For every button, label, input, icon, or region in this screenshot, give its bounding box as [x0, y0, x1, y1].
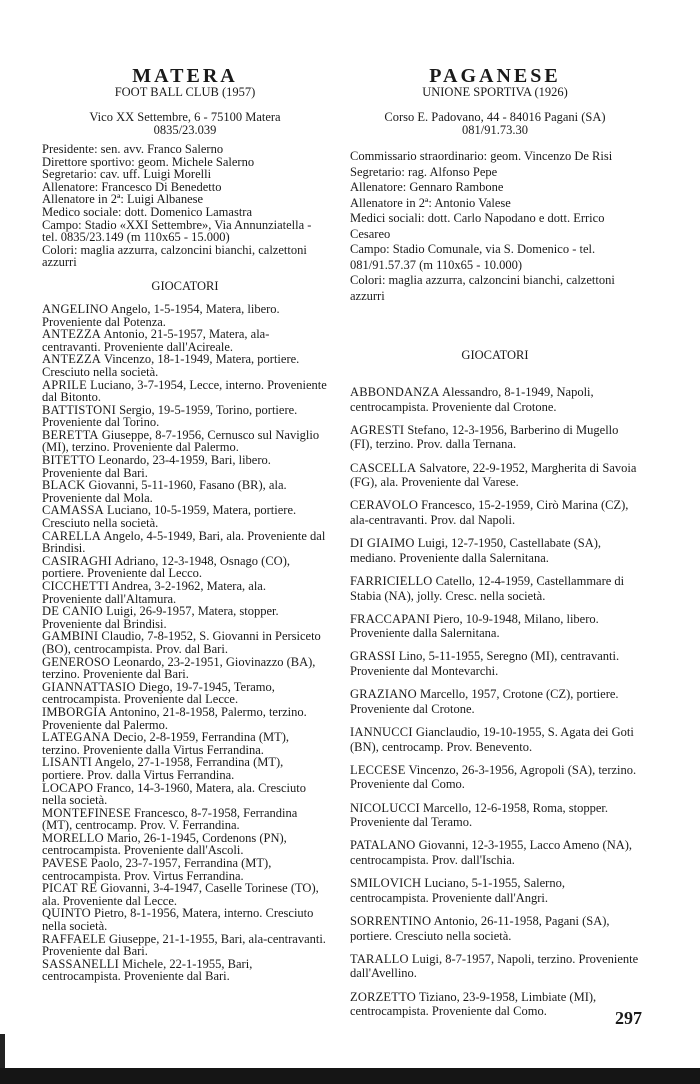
player-details: Antonio, 21-5-1957, Matera, ala-centravanti. Proveniente dall'Acireale.	[42, 327, 270, 354]
player-surname: ZORZETTO	[350, 989, 416, 1004]
player-entry	[350, 687, 640, 716]
club-info	[350, 149, 640, 304]
player-entry	[42, 530, 328, 555]
phone-line: 0835/23.039	[153, 123, 217, 137]
player-surname: PICAT RE	[42, 881, 98, 896]
player-details: Francesco, 8-7-1958, Ferrandina (MT), centrocamp. Prov. V. Ferrandina.	[42, 805, 298, 833]
info-assistant-coach: Allenatore in 2ª: Luigi Albanese	[42, 192, 204, 207]
player-details: Piero, 10-9-1948, Milano, libero. Proveniente dalla Salernitana.	[350, 611, 599, 641]
player-surname: CASIRAGHI	[42, 553, 112, 568]
player-surname: CAMASSA	[42, 503, 104, 518]
player-details: Catello, 12-4-1959, Castellammare di Stabia (NA), jolly. Cresc. nella società.	[350, 573, 625, 603]
player-details: Diego, 19-7-1945, Teramo, centrocampista. Proveniente dal Lecce.	[42, 679, 275, 707]
player-surname: IANNUCCI	[350, 725, 413, 740]
player-entry	[350, 763, 640, 792]
club-subtitle: FOOT BALL CLUB (1957)	[114, 85, 256, 99]
player-surname: MORELLO	[42, 830, 104, 845]
player-details: Leonardo, 23-4-1959, Bari, libero. Proveniente dal Bari.	[42, 453, 271, 480]
player-details: Marcello, 1957, Crotone (CZ), portiere. Proveniente dal Crotone.	[350, 687, 619, 716]
info-doctors: Medici sociali: dott. Carlo Napodano e dott. Errico Cesareo	[350, 211, 605, 241]
player-entry	[42, 681, 328, 706]
info-president: Presidente: sen. avv. Franco Salerno	[42, 142, 224, 156]
player-details: Francesco, 15-2-1959, Cirò Marina (CZ), ala-centravanti. Prov. dal Napoli.	[350, 498, 629, 527]
player-surname: CASCELLA	[350, 460, 417, 475]
info-stadium: Campo: Stadio «XXI Settembre», Via Annunziatella - tel. 0835/23.149 (m 110x65 - 15.000)	[42, 217, 312, 245]
player-surname: SASSANELLI	[42, 956, 120, 971]
player-details: Luciano, 3-7-1954, Lecce, interno. Proveniente dal Bitonto.	[42, 377, 327, 405]
player-entry	[42, 857, 328, 882]
player-surname: ANGELINO	[42, 301, 109, 316]
player-entry	[42, 479, 328, 504]
player-details: Giovanni, 5-11-1960, Fasano (BR), ala. Proveniente dal Mola.	[42, 478, 287, 505]
player-surname: SMILOVICH	[350, 876, 422, 891]
club-name: MATERA	[132, 65, 238, 87]
player-entry	[350, 952, 640, 981]
club-subtitle: UNIONE SPORTIVA (1926)	[422, 85, 568, 99]
info-coach: Allenatore: Francesco Di Benedetto	[42, 179, 222, 194]
player-entry	[42, 555, 328, 580]
player-entry	[42, 429, 328, 454]
player-details: Vincenzo, 26-3-1956, Agropoli (SA), terzino. Proveniente dal Como.	[350, 762, 637, 792]
info-secretary: Segretario: cav. uff. Luigi Morelli	[42, 167, 212, 182]
player-entry	[42, 504, 328, 529]
player-surname: PATALANO	[350, 838, 416, 853]
player-details: Luciano, 10-5-1959, Matera, portiere. Cresciuto nella società.	[42, 503, 297, 531]
phone-line: 081/91.73.30	[462, 123, 528, 137]
player-entry	[42, 907, 328, 932]
player-surname: ANTEZZA	[42, 352, 102, 367]
player-entry	[350, 536, 640, 565]
player-entry	[42, 832, 328, 857]
player-details: Giuseppe, 21-1-1955, Bari, ala-centravanti. Proveniente dal Bari.	[42, 931, 326, 959]
player-details: Giovanni, 3-4-1947, Caselle Torinese (TO), ala. Proveniente dal Lecce.	[42, 881, 319, 908]
info-doctor: Medico sociale: dott. Domenico Lamastra	[42, 204, 253, 219]
player-entry	[350, 423, 640, 452]
player-entry	[350, 801, 640, 830]
player-details: Luciano, 5-1-1955, Salerno, centrocampista. Proveniente dall'Angri.	[350, 876, 565, 905]
player-entry	[42, 353, 328, 378]
player-details: Andrea, 3-2-1962, Matera, ala. Proveniente dall'Altamura.	[42, 579, 266, 606]
player-entry	[42, 404, 328, 429]
player-details: Michele, 22-1-1955, Bari, centrocampista. Proveniente dal Bari.	[42, 956, 253, 984]
address-line: Corso E. Padovano, 44 - 84016 Pagani (SA)	[384, 110, 606, 124]
player-entry	[42, 706, 328, 731]
player-surname: LATEGANA	[42, 730, 111, 745]
player-surname: LECCESE	[350, 762, 406, 777]
player-details: Adriano, 12-3-1948, Osnago (CO), portiere. Proveniente dal Lecco.	[42, 553, 290, 581]
player-details: Tiziano, 23-9-1958, Limbiate (MI), centrocampista. Proveniente dal Como.	[350, 989, 597, 1019]
player-surname: NICOLUCCI	[350, 800, 420, 815]
player-details: Angelo, 1-5-1954, Matera, libero. Proveniente dal Potenza.	[42, 301, 280, 329]
player-list	[42, 303, 328, 983]
player-surname: BATTISTONI	[42, 402, 116, 417]
player-entry	[350, 838, 640, 867]
player-entry	[350, 461, 640, 490]
info-stadium: Campo: Stadio Comunale, via S. Domenico - tel. 081/91.57.37 (m 110x65 - 10.000)	[350, 242, 596, 272]
player-entry	[350, 990, 640, 1019]
player-entry	[42, 303, 328, 328]
player-details: Sergio, 19-5-1959, Torino, portiere. Proveniente dal Torino.	[42, 402, 298, 430]
player-surname: BITETTO	[42, 453, 96, 468]
player-surname: ANTEZZA	[42, 327, 102, 342]
paganese-column	[350, 66, 640, 1027]
player-entry	[42, 933, 328, 958]
player-surname: DI GIAIMO	[350, 536, 415, 551]
player-details: Luigi, 26-9-1957, Matera, stopper. Proveniente dal Brindisi.	[42, 604, 279, 631]
player-surname: BLACK	[42, 478, 86, 493]
player-entry	[350, 914, 640, 943]
scan-bottom-band	[0, 1068, 700, 1084]
player-surname: GENEROSO	[42, 654, 111, 669]
player-details: Leonardo, 23-2-1951, Giovinazzo (BA), terzino. Proveniente dal Bari.	[42, 654, 316, 682]
player-entry	[42, 807, 328, 832]
address-line: Vico XX Settembre, 6 - 75100 Matera	[89, 110, 281, 124]
player-entry	[350, 725, 640, 754]
player-surname: CARELLA	[42, 528, 102, 543]
player-surname: GIANNATTASIO	[42, 679, 136, 694]
player-entry	[42, 379, 328, 404]
club-address	[350, 111, 640, 137]
player-details: Salvatore, 22-9-1952, Margherita di Savoia (FG), ala. Proveniente dal Varese.	[350, 460, 637, 490]
player-details: Marcello, 12-6-1958, Roma, stopper. Proveniente dal Teramo.	[350, 800, 609, 830]
player-surname: DE CANIO	[42, 604, 103, 619]
section-title: GIOCATORI	[151, 278, 219, 293]
info-colors: Colori: maglia azzurra, calzoncini bianchi, calzettoni azzurri	[42, 242, 307, 270]
player-details: Pietro, 8-1-1956, Matera, interno. Cresciuto nella società.	[42, 906, 314, 934]
player-entry	[42, 454, 328, 479]
matera-column	[42, 66, 328, 983]
player-surname: TARALLO	[350, 951, 409, 966]
player-entry	[42, 782, 328, 807]
player-entry	[350, 498, 640, 527]
player-surname: APRILE	[42, 377, 87, 392]
player-list	[350, 385, 640, 1019]
player-details: Luigi, 8-7-1957, Napoli, terzino. Proveniente dall'Avellino.	[350, 951, 639, 981]
club-name: PAGANESE	[429, 65, 561, 87]
info-assistant-coach: Allenatore in 2ª: Antonio Valese	[350, 195, 511, 210]
player-details: Gianclaudio, 19-10-1955, S. Agata dei Goti (BN), centrocamp. Prov. Benevento.	[350, 725, 634, 754]
player-surname: FARRICIELLO	[350, 573, 433, 588]
player-details: Decio, 2-8-1959, Ferrandina (MT), terzino. Proveniente dalla Virtus Ferrandina.	[42, 730, 290, 757]
player-details: Angelo, 4-5-1949, Bari, ala. Proveniente dal Brindisi.	[42, 528, 326, 556]
info-director: Direttore sportivo: geom. Michele Salerno	[42, 154, 255, 169]
player-surname: ABBONDANZA	[350, 385, 440, 399]
info-commissioner: Commissario straordinario: geom. Vincenzo De Risi	[350, 149, 613, 163]
player-surname: IMBORGIA	[42, 704, 107, 719]
player-surname: LISANTI	[42, 755, 93, 770]
player-details: Lino, 5-11-1955, Seregno (MI), centravanti. Proveniente dal Montevarchi.	[350, 649, 620, 679]
info-coach: Allenatore: Gennaro Rambone	[350, 180, 504, 194]
player-surname: AGRESTI	[350, 422, 405, 437]
player-entry	[42, 328, 328, 353]
player-surname: GAMBINI	[42, 629, 99, 644]
player-surname: CERAVOLO	[350, 498, 419, 513]
player-details: Angelo, 27-1-1958, Ferrandina (MT), portiere. Prov. dalla Virtus Ferrandina.	[42, 755, 284, 782]
player-details: Giuseppe, 8-7-1956, Cernusco sul Naviglio (MI), terzino. Proveniente dal Palermo.	[42, 427, 320, 455]
player-entry	[42, 731, 328, 756]
player-entry	[350, 612, 640, 641]
info-secretary: Segretario: rag. Alfonso Pepe	[350, 164, 498, 179]
page-number: 297	[615, 1008, 642, 1028]
player-surname: MONTEFINESE	[42, 805, 132, 820]
player-details: Claudio, 7-8-1952, S. Giovanni in Persiceto (BO), centrocampista. Prov. dal Bari.	[42, 629, 321, 656]
player-entry	[42, 580, 328, 605]
player-details: Paolo, 23-7-1957, Ferrandina (MT), centrocampista. Prov. Virtus Ferrandina.	[42, 856, 272, 883]
club-info	[42, 143, 328, 269]
player-surname: CICCHETTI	[42, 579, 110, 593]
player-entry	[42, 630, 328, 655]
player-entry	[350, 876, 640, 905]
player-surname: BERETTA	[42, 427, 99, 442]
player-details: Franco, 14-3-1960, Matera, ala. Cresciuto nella società.	[42, 780, 306, 808]
player-entry	[350, 649, 640, 678]
player-entry	[42, 958, 328, 983]
info-colors: Colori: maglia azzurra, calzoncini bianchi, calzettoni azzurri	[350, 273, 615, 303]
player-details: Antonio, 26-11-1958, Pagani (SA), portiere. Cresciuto nella società.	[350, 913, 610, 943]
player-entry	[42, 656, 328, 681]
player-entry	[350, 385, 640, 414]
player-surname: LOCAPO	[42, 780, 94, 795]
club-address	[42, 111, 328, 137]
player-surname: SORRENTINO	[350, 913, 432, 928]
player-surname: GRAZIANO	[350, 687, 417, 702]
player-entry	[42, 882, 328, 907]
player-surname: QUINTO	[42, 906, 91, 921]
player-surname: GRASSI	[350, 649, 396, 664]
player-surname: RAFFAELE	[42, 931, 106, 946]
player-entry	[42, 605, 328, 630]
section-title: GIOCATORI	[461, 348, 529, 362]
player-entry	[350, 574, 640, 603]
player-surname: PAVESE	[42, 856, 88, 871]
player-details: Vincenzo, 18-1-1949, Matera, portiere. Cresciuto nella società.	[42, 352, 300, 379]
player-surname: FRACCAPANI	[350, 611, 431, 626]
player-details: Mario, 26-1-1945, Cordenons (PN), centrocampista. Proveniente dall'Ascoli.	[42, 830, 287, 858]
player-details: Giovanni, 12-3-1955, Lacco Ameno (NA), centrocampista. Prov. dall'Ischia.	[350, 838, 633, 867]
player-entry	[42, 756, 328, 781]
player-details: Luigi, 12-7-1950, Castellabate (SA), mediano. Proveniente dalla Salernitana.	[350, 536, 602, 565]
player-details: Alessandro, 8-1-1949, Napoli, centrocampista. Proveniente dal Crotone.	[350, 385, 594, 414]
player-details: Stefano, 12-3-1956, Barberino di Mugello (FI), terzino. Prov. dalla Ternana.	[350, 422, 619, 452]
player-details: Antonino, 21-8-1958, Palermo, terzino. Proveniente dal Palermo.	[42, 704, 307, 732]
